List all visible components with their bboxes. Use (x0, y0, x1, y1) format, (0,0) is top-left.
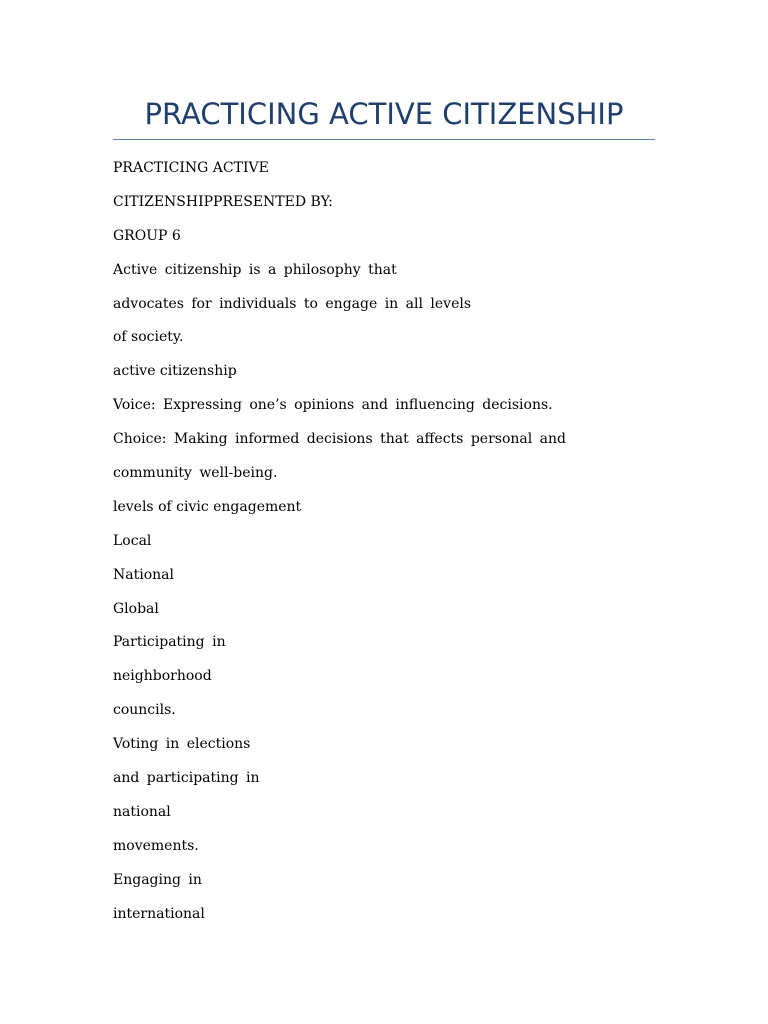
document-line: international (113, 905, 205, 922)
document-line: community well-being. (113, 465, 278, 482)
document-line: PRACTICING ACTIVE (113, 160, 269, 176)
document-line: levels of civic engagement (113, 498, 302, 515)
document-line: national (113, 803, 171, 820)
document-line: Voice: Expressing one’s opinions and influencing decisions. (113, 397, 553, 414)
document-line: councils. (113, 702, 176, 719)
document-line: Local (113, 532, 152, 549)
document-title: PRACTICING ACTIVE CITIZENSHIP (144, 97, 624, 131)
document-line: Global (113, 600, 159, 617)
document-line: GROUP 6 (113, 227, 181, 244)
document-line: neighborhood (113, 668, 212, 685)
document-line: National (113, 566, 174, 583)
document-line: Participating in (113, 634, 226, 651)
document-line: of society. (113, 329, 184, 346)
document-line: Engaging in (113, 871, 202, 888)
document-line: active citizenship (113, 363, 237, 380)
document-line: and participating in (113, 770, 260, 787)
title-underline (113, 139, 655, 140)
document-line: Choice: Making informed decisions that affects personal and (113, 431, 566, 448)
document-line: Active citizenship is a philosophy that (113, 261, 397, 278)
document-line: advocates for individuals to engage in all levels (113, 295, 472, 312)
document-line: movements. (113, 837, 199, 854)
document-line: CITIZENSHIPPRESENTED BY: (113, 193, 333, 210)
document-line: Voting in elections (113, 736, 251, 753)
document-body (113, 155, 655, 934)
